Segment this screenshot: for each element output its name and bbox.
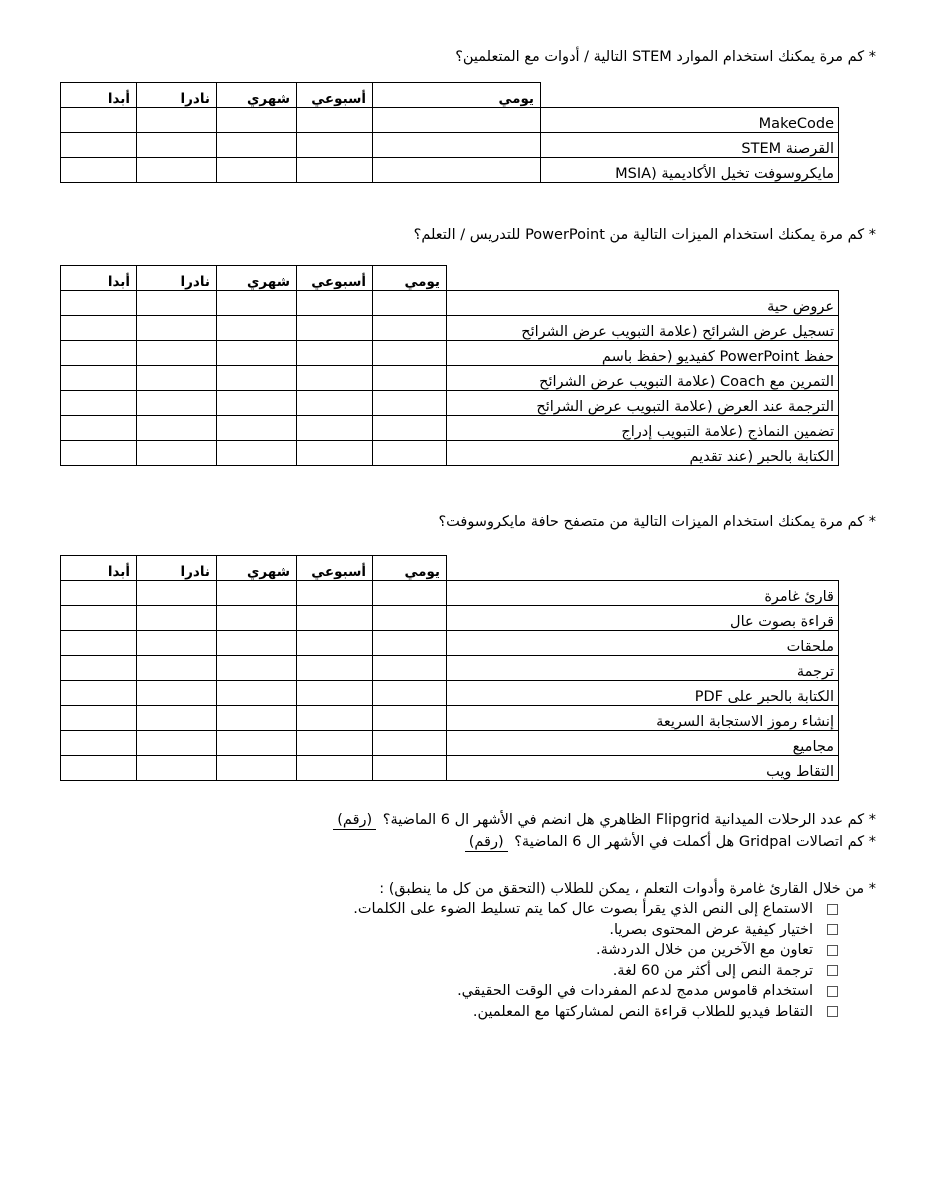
cell-never[interactable] xyxy=(61,108,137,133)
checklist-item[interactable] xyxy=(353,940,838,961)
cell-rarely[interactable] xyxy=(137,756,217,781)
checklist-item[interactable] xyxy=(353,920,838,941)
cell-never[interactable] xyxy=(61,366,137,391)
table-header-row xyxy=(61,266,839,291)
cell-monthly[interactable] xyxy=(217,316,297,341)
cell-daily[interactable] xyxy=(373,133,541,158)
cell-rarely[interactable] xyxy=(137,316,217,341)
cell-weekly[interactable] xyxy=(297,606,373,631)
question-text: * كم عدد الرحلات الميدانية Flipgrid الظاهري هل انضم في الأشهر ال 6 الماضية؟ xyxy=(382,812,876,828)
cell-monthly[interactable] xyxy=(217,681,297,706)
cell-weekly[interactable] xyxy=(297,581,373,606)
cell-rarely[interactable] xyxy=(137,731,217,756)
cell-weekly[interactable] xyxy=(297,341,373,366)
question-flipgrid-trips xyxy=(58,811,876,830)
table-row xyxy=(61,706,839,731)
cell-weekly[interactable] xyxy=(297,108,373,133)
checklist-label: التقاط فيديو للطلاب قراءة النص لمشاركتها مع المعلمين. xyxy=(472,1003,813,1020)
table-body xyxy=(61,581,839,781)
cell-daily[interactable] xyxy=(373,158,541,183)
cell-rarely[interactable] xyxy=(137,158,217,183)
cell-never[interactable] xyxy=(61,441,137,466)
table-row xyxy=(61,581,839,606)
feature-label: قارئ غامرة xyxy=(447,581,839,606)
table-row xyxy=(61,316,839,341)
feature-label: ترجمة xyxy=(447,656,839,681)
cell-monthly[interactable] xyxy=(217,581,297,606)
number-blank[interactable]: (رقم) xyxy=(333,811,376,830)
cell-rarely[interactable] xyxy=(137,581,217,606)
feature-label: تضمين النماذج (علامة التبويب إدراج xyxy=(447,416,839,441)
cell-rarely[interactable] xyxy=(137,108,217,133)
cell-never[interactable] xyxy=(61,631,137,656)
cell-daily[interactable] xyxy=(373,656,447,681)
cell-daily[interactable] xyxy=(373,108,541,133)
cell-monthly[interactable] xyxy=(217,416,297,441)
cell-daily[interactable] xyxy=(373,416,447,441)
checkbox[interactable] xyxy=(827,965,838,976)
cell-rarely[interactable] xyxy=(137,341,217,366)
cell-rarely[interactable] xyxy=(137,706,217,731)
feature-label: مجاميع xyxy=(447,731,839,756)
question-edge-features: * كم مرة يمكنك استخدام الميزات التالية من متصفح حافة مايكروسوفت؟ xyxy=(438,514,876,530)
cell-daily[interactable] xyxy=(373,706,447,731)
feature-label: عروض حية xyxy=(447,291,839,316)
question-powerpoint-features: * كم مرة يمكنك استخدام الميزات التالية من PowerPoint للتدريس / التعلم؟ xyxy=(413,227,876,243)
cell-daily[interactable] xyxy=(373,606,447,631)
table-row xyxy=(61,731,839,756)
cell-weekly[interactable] xyxy=(297,391,373,416)
table-header-row xyxy=(61,556,839,581)
cell-rarely[interactable] xyxy=(137,133,217,158)
cell-monthly[interactable] xyxy=(217,656,297,681)
cell-weekly[interactable] xyxy=(297,316,373,341)
checklist-item[interactable] xyxy=(353,1002,838,1023)
header-never: أبدا xyxy=(61,556,137,581)
table-row xyxy=(61,441,839,466)
header-never: أبدا xyxy=(61,83,137,108)
cell-never[interactable] xyxy=(61,581,137,606)
cell-weekly[interactable] xyxy=(297,366,373,391)
header-monthly: شهري xyxy=(217,266,297,291)
cell-daily[interactable] xyxy=(373,341,447,366)
cell-never[interactable] xyxy=(61,341,137,366)
cell-never[interactable] xyxy=(61,731,137,756)
cell-never[interactable] xyxy=(61,133,137,158)
cell-daily[interactable] xyxy=(373,316,447,341)
question-stem-resources: * كم مرة يمكنك استخدام الموارد STEM التالية / أدوات مع المتعلمين؟ xyxy=(455,49,876,65)
cell-never[interactable] xyxy=(61,681,137,706)
header-never: أبدا xyxy=(61,266,137,291)
header-feature xyxy=(447,556,839,581)
cell-monthly[interactable] xyxy=(217,291,297,316)
checklist-label: ترجمة النص إلى أكثر من 60 لغة. xyxy=(612,962,813,979)
table-body xyxy=(61,291,839,466)
cell-daily[interactable] xyxy=(373,631,447,656)
header-rarely: نادرا xyxy=(137,556,217,581)
feature-label: حفظ PowerPoint كفيديو (حفظ باسم xyxy=(447,341,839,366)
cell-never[interactable] xyxy=(61,291,137,316)
header-daily: يومي xyxy=(373,83,541,108)
number-blank[interactable]: (رقم) xyxy=(465,833,508,852)
checklist-label: اختيار كيفية عرض المحتوى بصريا. xyxy=(609,921,813,938)
question-immersive-reader: * من خلال القارئ غامرة وأدوات التعلم ، يمكن للطلاب (التحقق من كل ما ينطبق) : xyxy=(379,881,876,897)
cell-never[interactable] xyxy=(61,158,137,183)
checklist-item[interactable] xyxy=(353,961,838,982)
cell-rarely[interactable] xyxy=(137,631,217,656)
cell-rarely[interactable] xyxy=(137,416,217,441)
question-gridpal-connections xyxy=(58,833,876,852)
cell-daily[interactable] xyxy=(373,756,447,781)
checkbox[interactable] xyxy=(827,945,838,956)
feature-label: التقاط ويب xyxy=(447,756,839,781)
table-row xyxy=(61,756,839,781)
cell-never[interactable] xyxy=(61,656,137,681)
table-row xyxy=(61,391,839,416)
cell-weekly[interactable] xyxy=(297,656,373,681)
cell-monthly[interactable] xyxy=(217,366,297,391)
cell-weekly[interactable] xyxy=(297,731,373,756)
cell-daily[interactable] xyxy=(373,391,447,416)
table-row xyxy=(61,133,839,158)
checklist-item[interactable] xyxy=(353,981,838,1002)
table-row xyxy=(61,291,839,316)
table-row xyxy=(61,108,839,133)
checkbox[interactable] xyxy=(827,904,838,915)
cell-rarely[interactable] xyxy=(137,391,217,416)
cell-weekly[interactable] xyxy=(297,133,373,158)
feature-label: تسجيل عرض الشرائح (علامة التبويب عرض الشرائح xyxy=(447,316,839,341)
cell-weekly[interactable] xyxy=(297,681,373,706)
feature-label: مايكروسوفت تخيل الأكاديمية (MSIA xyxy=(541,158,839,183)
cell-never[interactable] xyxy=(61,316,137,341)
cell-weekly[interactable] xyxy=(297,631,373,656)
cell-weekly[interactable] xyxy=(297,291,373,316)
feature-label: MakeCode xyxy=(541,108,839,133)
cell-monthly[interactable] xyxy=(217,706,297,731)
header-weekly: أسبوعي xyxy=(297,556,373,581)
table-row xyxy=(61,341,839,366)
table-row xyxy=(61,606,839,631)
cell-weekly[interactable] xyxy=(297,441,373,466)
checklist-label: تعاون مع الآخرين من خلال الدردشة. xyxy=(596,942,813,958)
cell-monthly[interactable] xyxy=(217,108,297,133)
table-edge-features xyxy=(60,555,839,781)
table-row xyxy=(61,366,839,391)
checkbox[interactable] xyxy=(827,986,838,997)
cell-never[interactable] xyxy=(61,416,137,441)
checklist-label: الاستماع إلى النص الذي يقرأ بصوت عال كما يتم تسليط الضوء على الكلمات. xyxy=(353,901,813,917)
header-weekly: أسبوعي xyxy=(297,83,373,108)
table-stem-resources xyxy=(60,82,839,183)
cell-never[interactable] xyxy=(61,756,137,781)
cell-monthly[interactable] xyxy=(217,631,297,656)
header-daily: يومي xyxy=(373,556,447,581)
cell-rarely[interactable] xyxy=(137,441,217,466)
cell-weekly[interactable] xyxy=(297,416,373,441)
table-row xyxy=(61,158,839,183)
cell-monthly[interactable] xyxy=(217,731,297,756)
cell-daily[interactable] xyxy=(373,441,447,466)
checkbox[interactable] xyxy=(827,924,838,935)
feature-label: قراءة بصوت عال xyxy=(447,606,839,631)
table-row xyxy=(61,416,839,441)
cell-never[interactable] xyxy=(61,606,137,631)
feature-label: القرصنة STEM xyxy=(541,133,839,158)
cell-never[interactable] xyxy=(61,391,137,416)
cell-rarely[interactable] xyxy=(137,606,217,631)
table-row xyxy=(61,656,839,681)
checklist-item[interactable] xyxy=(353,899,838,920)
feature-label: ملحقات xyxy=(447,631,839,656)
cell-monthly[interactable] xyxy=(217,756,297,781)
question-text: * كم اتصالات Gridpal هل أكملت في الأشهر ال 6 الماضية؟ xyxy=(514,834,876,850)
table-row xyxy=(61,631,839,656)
cell-rarely[interactable] xyxy=(137,366,217,391)
cell-monthly[interactable] xyxy=(217,133,297,158)
header-monthly: شهري xyxy=(217,83,297,108)
cell-daily[interactable] xyxy=(373,731,447,756)
cell-monthly[interactable] xyxy=(217,606,297,631)
feature-label: الكتابة بالحبر على PDF xyxy=(447,681,839,706)
header-rarely: نادرا xyxy=(137,83,217,108)
feature-label: الترجمة عند العرض (علامة التبويب عرض الشرائح xyxy=(447,391,839,416)
table-row xyxy=(61,681,839,706)
cell-daily[interactable] xyxy=(373,291,447,316)
header-rarely: نادرا xyxy=(137,266,217,291)
header-monthly: شهري xyxy=(217,556,297,581)
cell-weekly[interactable] xyxy=(297,756,373,781)
cell-weekly[interactable] xyxy=(297,158,373,183)
header-feature xyxy=(447,266,839,291)
feature-label: الكتابة بالحبر (عند تقديم xyxy=(447,441,839,466)
cell-monthly[interactable] xyxy=(217,341,297,366)
cell-rarely[interactable] xyxy=(137,291,217,316)
table-powerpoint-features xyxy=(60,265,839,466)
header-weekly: أسبوعي xyxy=(297,266,373,291)
checklist-label: استخدام قاموس مدمج لدعم المفردات في الوقت الحقيقي. xyxy=(457,983,813,999)
cell-daily[interactable] xyxy=(373,366,447,391)
checklist-immersive-reader xyxy=(353,899,838,1022)
checkbox[interactable] xyxy=(827,1006,838,1017)
cell-rarely[interactable] xyxy=(137,656,217,681)
cell-daily[interactable] xyxy=(373,681,447,706)
header-feature xyxy=(541,83,839,108)
cell-monthly[interactable] xyxy=(217,391,297,416)
feature-label: إنشاء رموز الاستجابة السريعة xyxy=(447,706,839,731)
cell-never[interactable] xyxy=(61,706,137,731)
cell-monthly[interactable] xyxy=(217,441,297,466)
feature-label: التمرين مع Coach (علامة التبويب عرض الشرائح xyxy=(447,366,839,391)
cell-rarely[interactable] xyxy=(137,681,217,706)
table-header-row xyxy=(61,83,839,108)
table-body xyxy=(61,108,839,183)
cell-monthly[interactable] xyxy=(217,158,297,183)
cell-weekly[interactable] xyxy=(297,706,373,731)
header-daily: يومي xyxy=(373,266,447,291)
cell-daily[interactable] xyxy=(373,581,447,606)
